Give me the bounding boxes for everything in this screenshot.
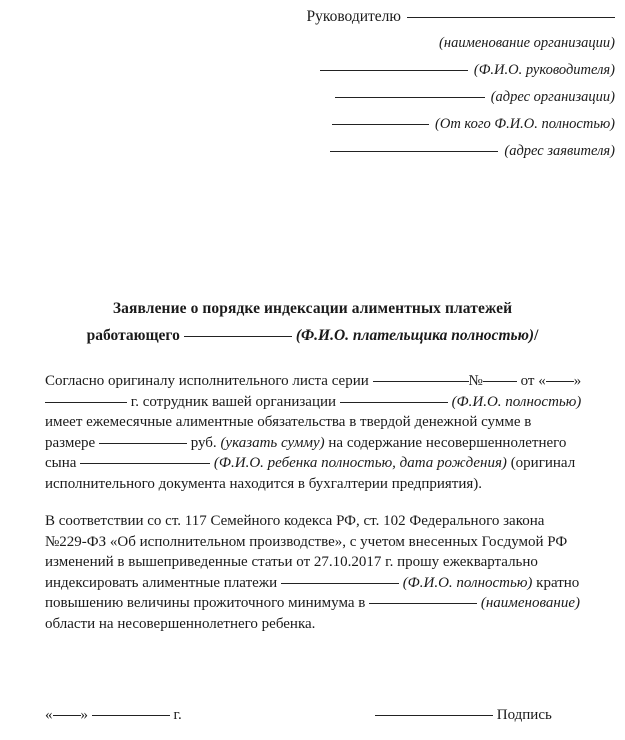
p1-quote-close: » [573,373,582,389]
title-line-2 [0,327,625,345]
p2-blank-payer-name[interactable] [281,583,399,584]
p1-note-child-close: полностью, дата рождения) [321,455,507,471]
p1-note-fio-close: полностью) [505,393,582,410]
document-header [290,8,615,170]
p1-note-fio-open: (Ф.И.О. [451,393,502,410]
p1-text-15: (оригинал исполнительного документа находится в бухгалтерии предприятия). [45,455,576,492]
p1-text-12: на содержание несовершеннолетнего сына [45,434,567,471]
header-note-label: (адрес организации) [490,89,615,105]
p1-blank-amount[interactable] [99,443,187,444]
p1-number-symbol: № [468,373,483,389]
header-note-label: (От кого Ф.И.О. полностью) [435,116,615,132]
p2-note-region: (наименование) [480,595,580,611]
p1-blank-number[interactable] [483,381,517,382]
p1-note-child-open: (Ф.И.О. ребенка [213,455,318,471]
footer-quote-open: « [45,707,53,723]
footer-blank-month-year[interactable] [92,715,170,716]
footer-blank-signature[interactable] [375,715,493,716]
document-footer [45,707,585,724]
p1-text-1: Согласно оригиналу исполнительного листа серии [45,373,369,389]
footer-signature-field [375,707,552,724]
p1-blank-month-year[interactable] [45,402,127,403]
p1-text-3: от [520,373,535,389]
header-row-organization-address [290,89,615,116]
title-trailing-slash: / [534,327,539,344]
p2-text-1: В соответствии со ст. 117 Семейного кодекса РФ, ст. 102 Федерального закона №229-ФЗ «Об исполнительном производстве», с учетом внесенных Госдумой РФ изменений в вышеприведенные статьи от 27.10.2017 г. прошу ежеквартально индексировать алиментные платежи [45,513,568,591]
footer-blank-day[interactable] [53,715,81,716]
footer-quote-close: » [80,707,88,723]
header-blank-line-organization[interactable] [407,17,615,18]
p1-blank-employee-name[interactable] [340,402,448,403]
title-payer-prefix: работающего [86,327,180,344]
addressee-label: Руководителю [306,8,401,25]
header-blank-line-manager[interactable] [320,70,468,71]
body-paragraph-1 [45,371,585,494]
title-blank-line-payer[interactable] [184,336,292,337]
header-note-label: (наименование организации) [439,35,615,51]
p1-blank-series[interactable] [373,381,469,382]
p1-blank-child-name[interactable] [80,463,210,464]
header-row-organization-name [290,8,615,35]
p2-note-fio: (Ф.И.О. полностью) [402,574,533,591]
p1-text-6: г. сотрудник вашей организации [130,393,337,410]
document-title [0,300,625,345]
header-blank-line-org-address[interactable] [335,97,485,98]
header-row-applicant-address [290,143,615,170]
header-note-label: (адрес заявителя) [504,143,615,159]
header-blank-line-applicant[interactable] [332,124,429,125]
p2-text-3: кратно повышению величины прожиточного минимума в [45,574,580,611]
p1-text-9: имеет ежемесячные алиментные обязательства в твердой денежной сумме в размере [45,414,532,451]
footer-date-field [45,707,375,724]
p2-text-5: области на несовершеннолетнего ребенка. [45,615,316,632]
p1-quote-open: « [538,373,546,389]
header-note-organization-name [290,35,615,62]
body-paragraph-2 [45,511,585,634]
header-blank-line-applicant-address[interactable] [330,151,498,152]
footer-year-suffix: г. [173,707,182,723]
title-line-1: Заявление о порядке индексации алиментных платежей [112,300,513,317]
p1-blank-day[interactable] [546,381,574,382]
header-row-manager-name [290,62,615,89]
p1-note-amount: (указать сумму) [220,434,325,451]
document-body [45,371,585,634]
header-row-applicant-name [290,116,615,143]
header-note-label: (Ф.И.О. руководителя) [473,62,615,78]
p1-text-10: руб. [190,434,217,451]
footer-signature-label: Подпись [496,707,552,723]
p2-blank-region[interactable] [369,603,477,604]
title-payer-note: (Ф.И.О. плательщика полностью) [295,327,535,344]
